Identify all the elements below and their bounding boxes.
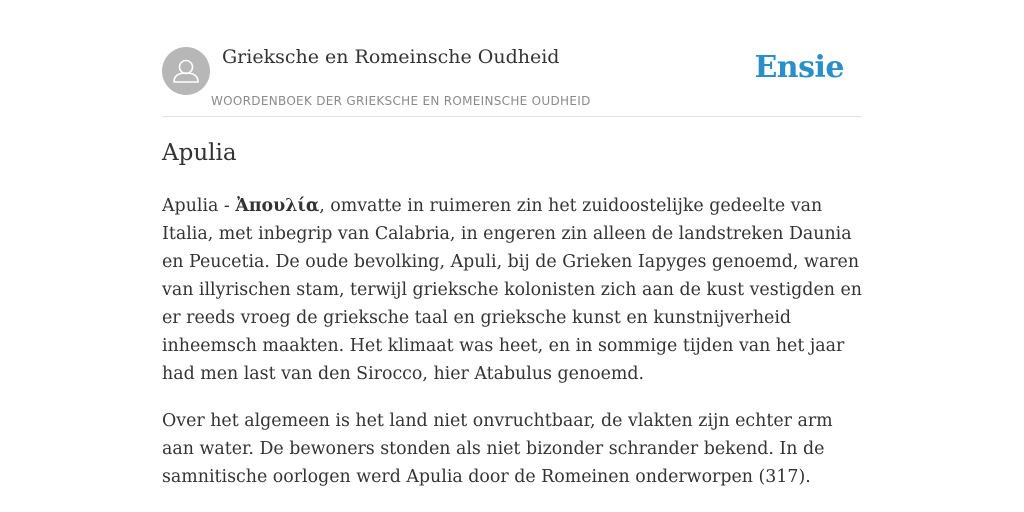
source-title-link[interactable]: Grieksche en Romeinsche Oudheid — [222, 46, 560, 68]
entry-paragraph — [162, 192, 862, 388]
avatar[interactable] — [162, 47, 210, 95]
entry-lead: Apulia - — [162, 196, 236, 216]
entry-body — [162, 192, 862, 510]
greek-term: Ἀπουλία — [235, 196, 320, 216]
page-header — [162, 0, 862, 117]
entry-paragraph-2: Over het algemeen is het land niet onvruchtbaar, de vlakten zijn echter arm aan water. De bewoners stonden als niet bizonder schrander bekend. In de samnitische oorlogen werd Apulia door de Romeinen onderworpen (317). — [162, 411, 833, 487]
user-outline-icon — [162, 47, 210, 95]
source-subtitle: WOORDENBOEK DER GRIEKSCHE EN ROMEINSCHE OUDHEID — [211, 94, 591, 108]
brand-logo[interactable]: Ensie — [754, 50, 844, 85]
entry-paragraph-text: , omvatte in ruimeren zin het zuidoostelijke gedeelte van Italia, met inbegrip van Calabria, in engeren zin alleen de landstreken Daunia en Peucetia. De oude bevolking, Apuli, bij de Grieken Iapyges genoemd, waren van illyrischen stam, terwijl grieksche kolonisten zich aan de kust vestigden en er reeds vroeg de grieksche taal en grieksche kunst en kunstnijverheid inheemsch maakten. Het klimaat was heet, en in sommige tijden van het jaar had men last van den Sirocco, hier Atabulus genoemd. — [162, 196, 862, 384]
page-container — [162, 0, 862, 487]
entry-title: Apulia — [162, 140, 237, 166]
